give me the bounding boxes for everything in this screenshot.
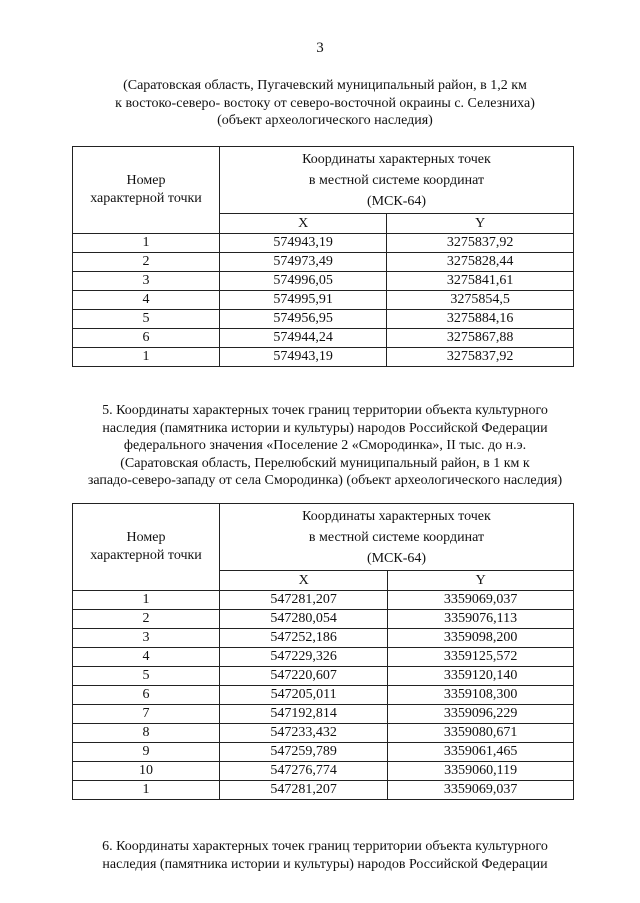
y-coordinate-cell: 3359125,572	[388, 648, 574, 667]
table-row	[73, 348, 574, 367]
y-column-header: Y	[387, 214, 574, 234]
text-line: федерального значения «Поселение 2 «Смородинка», II тыс. до н.э.	[123, 438, 527, 453]
y-coordinate-cell: 3359080,671	[388, 724, 574, 743]
table-row	[73, 667, 574, 686]
text-line: (объект археологического наследия)	[217, 113, 433, 128]
table-row	[73, 724, 574, 743]
point-number-cell: 3	[73, 629, 220, 648]
x-coordinate-cell: 547281,207	[220, 591, 388, 610]
text-line: западо-северо-западу от села Смородинка) (объект археологического наследия)	[87, 473, 563, 488]
x-coordinate-cell: 574956,95	[220, 310, 387, 329]
table-2-body	[73, 591, 574, 800]
table-row	[73, 648, 574, 667]
table-row	[73, 629, 574, 648]
point-number-cell: 1	[73, 591, 220, 610]
y-coordinate-cell: 3359098,200	[388, 629, 574, 648]
x-coordinate-cell: 547276,774	[220, 762, 388, 781]
x-coordinate-cell: 574944,24	[220, 329, 387, 348]
x-coordinate-cell: 547280,054	[220, 610, 388, 629]
point-number-cell: 5	[73, 310, 220, 329]
point-number-cell: 8	[73, 724, 220, 743]
point-number-cell: 1	[73, 234, 220, 253]
x-coordinate-cell: 547205,011	[220, 686, 388, 705]
y-coordinate-cell: 3359061,465	[388, 743, 574, 762]
table-row	[73, 591, 574, 610]
text-line: наследия (памятника истории и культуры) народов Российской Федерации	[102, 856, 548, 872]
table-row	[73, 610, 574, 629]
number-column-header: Номер характерной точки	[73, 504, 220, 591]
x-coordinate-cell: 547259,789	[220, 743, 388, 762]
x-coordinate-cell: 574996,05	[220, 272, 387, 291]
y-coordinate-cell: 3359120,140	[388, 667, 574, 686]
text-line: (Саратовская область, Пугачевский муниципальный район, в 1,2 км	[123, 78, 527, 93]
y-coordinate-cell: 3359060,119	[388, 762, 574, 781]
point-number-cell: 2	[73, 610, 220, 629]
point-number-cell: 10	[73, 762, 220, 781]
text-line: 5. Координаты характерных точек границ территории объекта культурного	[102, 403, 548, 418]
x-coordinate-cell: 574995,91	[220, 291, 387, 310]
table-row	[73, 310, 574, 329]
coordinates-table-2	[72, 503, 574, 800]
x-coordinate-cell: 547281,207	[220, 781, 388, 800]
x-coordinate-cell: 547233,432	[220, 724, 388, 743]
intro-paragraph-1	[60, 77, 590, 130]
x-coordinate-cell: 574943,19	[220, 348, 387, 367]
point-number-cell: 2	[73, 253, 220, 272]
point-number-cell: 1	[73, 781, 220, 800]
table-row	[73, 234, 574, 253]
coordinates-column-header: Координаты характерных точек в местной системе координат (МСК-64)	[220, 147, 574, 214]
text-line: к востоко-северо- востоку от северо-восточной окраины с. Селезниха)	[115, 95, 535, 111]
point-number-cell: 9	[73, 743, 220, 762]
y-coordinate-cell: 3359096,229	[388, 705, 574, 724]
point-number-cell: 6	[73, 686, 220, 705]
x-column-header: X	[220, 214, 387, 234]
section-5-heading	[60, 402, 590, 490]
coordinates-column-header: Координаты характерных точек в местной системе координат (МСК-64)	[220, 504, 574, 571]
text-line: (Саратовская область, Перелюбский муниципальный район, в 1 км к	[120, 455, 530, 471]
y-coordinate-cell: 3275854,5	[387, 291, 574, 310]
table-row	[73, 291, 574, 310]
y-coordinate-cell: 3359069,037	[388, 591, 574, 610]
y-coordinate-cell: 3359108,300	[388, 686, 574, 705]
point-number-cell: 6	[73, 329, 220, 348]
point-number-cell: 3	[73, 272, 220, 291]
table-1-body	[73, 234, 574, 367]
text-line: 6. Координаты характерных точек границ территории объекта культурного	[102, 839, 548, 854]
y-coordinate-cell: 3275841,61	[387, 272, 574, 291]
point-number-cell: 1	[73, 348, 220, 367]
y-coordinate-cell: 3275837,92	[387, 234, 574, 253]
section-6-heading	[60, 838, 590, 873]
point-number-cell: 4	[73, 291, 220, 310]
point-number-cell: 7	[73, 705, 220, 724]
x-coordinate-cell: 547220,607	[220, 667, 388, 686]
y-coordinate-cell: 3359069,037	[388, 781, 574, 800]
y-column-header: Y	[388, 571, 574, 591]
number-column-header: Номер характерной точки	[73, 147, 220, 234]
table-row	[73, 781, 574, 800]
y-coordinate-cell: 3275867,88	[387, 329, 574, 348]
coordinates-table-1	[72, 146, 574, 367]
x-coordinate-cell: 547192,814	[220, 705, 388, 724]
point-number-cell: 4	[73, 648, 220, 667]
text-line: наследия (памятника истории и культуры) народов Российской Федерации	[102, 420, 548, 436]
table-row	[73, 743, 574, 762]
y-coordinate-cell: 3359076,113	[388, 610, 574, 629]
x-coordinate-cell: 547229,326	[220, 648, 388, 667]
y-coordinate-cell: 3275828,44	[387, 253, 574, 272]
y-coordinate-cell: 3275884,16	[387, 310, 574, 329]
table-row	[73, 272, 574, 291]
table-row	[73, 329, 574, 348]
page-number: 3	[316, 40, 324, 56]
table-row	[73, 762, 574, 781]
x-column-header: X	[220, 571, 388, 591]
x-coordinate-cell: 574973,49	[220, 253, 387, 272]
table-row	[73, 705, 574, 724]
y-coordinate-cell: 3275837,92	[387, 348, 574, 367]
table-row	[73, 253, 574, 272]
table-row	[73, 686, 574, 705]
x-coordinate-cell: 574943,19	[220, 234, 387, 253]
x-coordinate-cell: 547252,186	[220, 629, 388, 648]
point-number-cell: 5	[73, 667, 220, 686]
